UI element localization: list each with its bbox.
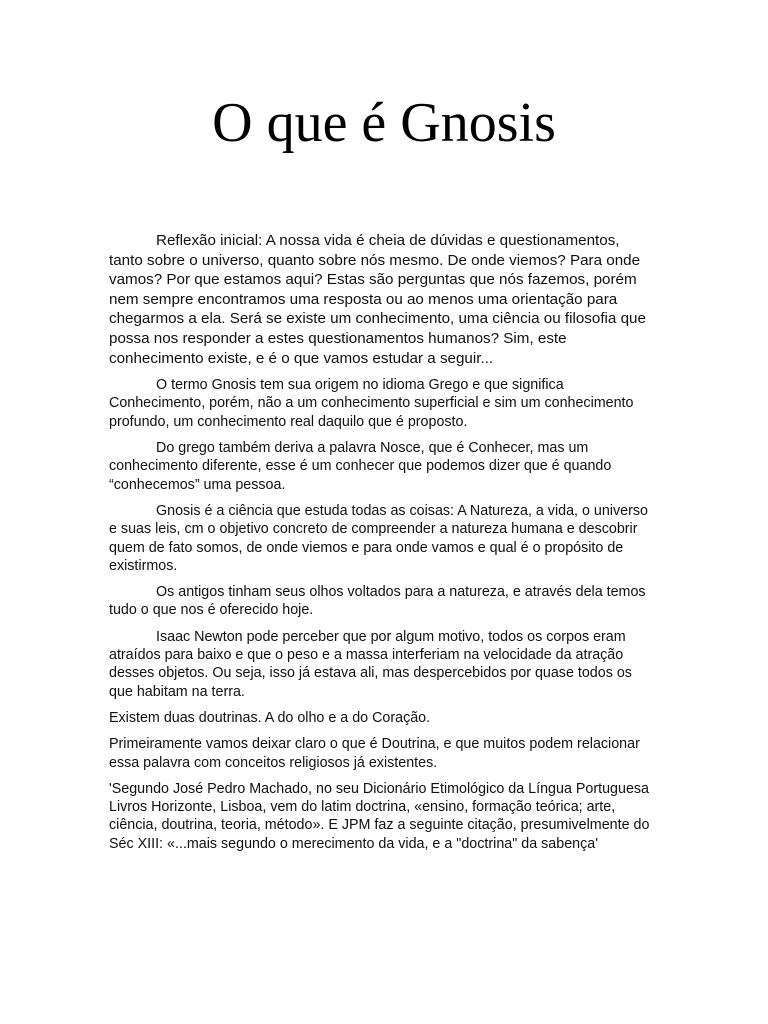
paragraph-gnosis-origin: O termo Gnosis tem sua origem no idioma Grego e que significa Conhecimento, porém, não a um conhecimento superficial e sim um conhecimento profundo, um conhecimento real daquilo que é proposto. <box>109 377 634 430</box>
paragraph-doctrine-definition: Primeiramente vamos deixar claro o que é Doutrina, e que muitos podem relacionar essa palavra com conceitos religiosos já existentes. <box>109 736 640 771</box>
paragraph-gnosis-science: Gnosis é a ciência que estuda todas as coisas: A Natureza, a vida, o universo e suas leis, cm o objetivo concreto de compreender a natureza humana e descobrir quem de fato somos, de onde viemos e para onde vamos e qual é o propósito de existirmos. <box>109 502 648 574</box>
paragraph-two-doctrines: Existem duas doutrinas. A do olho e a do Coração. <box>109 709 431 726</box>
paragraph-intro: Reflexão inicial: A nossa vida é cheia de dúvidas e questionamentos, tanto sobre o universo, quanto sobre nós mesmo. De onde viemos? Para onde vamos? Por que estamos aqui? Estas são perguntas que nós fazemos, porém nem sempre encontramos uma resposta ou ao menos uma orientação para chegarmos a ela. Será se existe um conhecimento, uma ciência ou filosofia que possa nos responder a estes questionamentos humanos? Sim, este conhecimento existe, e é o que vamos estudar a seguir... <box>109 232 646 367</box>
paragraph-nosce: Do grego também deriva a palavra Nosce, que é Conhecer, mas um conhecimento diferente, esse é um conhecer que podemos dizer que é quando “conhecemos” uma pessoa. <box>109 440 612 493</box>
paragraph-etymology-quote: 'Segundo José Pedro Machado, no seu Dicionário Etimológico da Língua Portuguesa Livros Horizonte, Lisboa, vem do latim doctrina, «ensino, formação teórica; arte, ciência, doutrina, teoria, método». E JPM faz a seguinte citação, presumivelmente do Séc XIII: «...mais segundo o merecimento da vida, e a "doctrina" da sabença' <box>109 780 650 852</box>
paragraph-ancients: Os antigos tinham seus olhos voltados para a natureza, e através dela temos tudo o que nos é oferecido hoje. <box>109 584 646 619</box>
document-body <box>109 231 657 861</box>
document-title: O que é Gnosis <box>212 92 556 154</box>
paragraph-newton: Isaac Newton pode perceber que por algum motivo, todos os corpos eram atraídos para baixo e que o peso e a massa interferiam na velocidade da atração desses objetos. Ou seja, isso já estava ali, mas despercebidos por quase todos os que habitam na terra. <box>109 628 632 700</box>
